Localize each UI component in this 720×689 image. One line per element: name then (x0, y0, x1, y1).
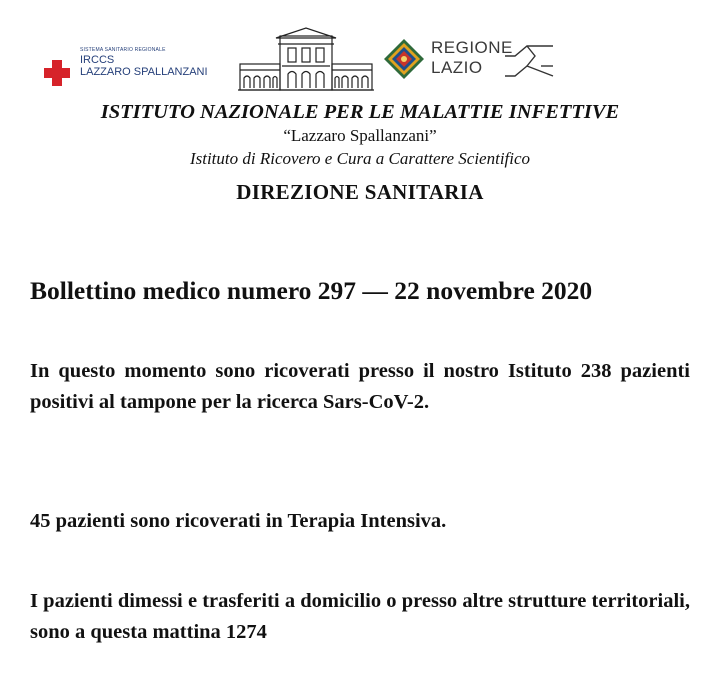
department-title: DIREZIONE SANITARIA (236, 180, 484, 204)
bulletin-paragraph-intensive-care: 45 pazienti sono ricoverati in Terapia Intensiva. (30, 510, 447, 532)
bulletin-title: Bollettino medico numero 297 — 22 novembre 2020 (30, 276, 593, 305)
irccs-spallanzani-logo (40, 46, 230, 86)
bulletin-paragraph-discharged: I pazienti dimessi e trasferiti a domicilio o presso altre strutture territoriali, sono a questa mattina 1274 (30, 590, 690, 643)
regione-lazio-emblem-icon (383, 38, 425, 80)
institute-building-icon (238, 26, 374, 92)
spallanzani-label: LAZZARO SPALLANZANI (80, 66, 208, 78)
regione-lazio-decoration-icon (505, 42, 555, 82)
institute-quoted-name: “Lazzaro Spallanzani” (283, 126, 437, 145)
irccs-logo-text (80, 46, 208, 78)
regione-lazio-logo (383, 38, 558, 88)
institute-name: ISTITUTO NAZIONALE PER LE MALATTIE INFETTIVE (100, 101, 620, 123)
irccs-label: IRCCS (80, 54, 115, 66)
regione-label: REGIONE (431, 38, 513, 57)
red-cross-icon (40, 56, 74, 86)
regione-lazio-text (431, 38, 513, 78)
logo-header (0, 26, 720, 96)
lazio-label: LAZIO (431, 58, 483, 77)
institute-subtitle: Istituto di Ricovero e Cura a Carattere Scientifico (189, 149, 531, 168)
bulletin-paragraph-hospitalized: In questo momento sono ricoverati presso il nostro Istituto 238 pazienti positivi al tampone per la ricerca Sars-CoV-2. (30, 360, 690, 413)
irccs-system-label: SISTEMA SANITARIO REGIONALE (80, 47, 166, 53)
